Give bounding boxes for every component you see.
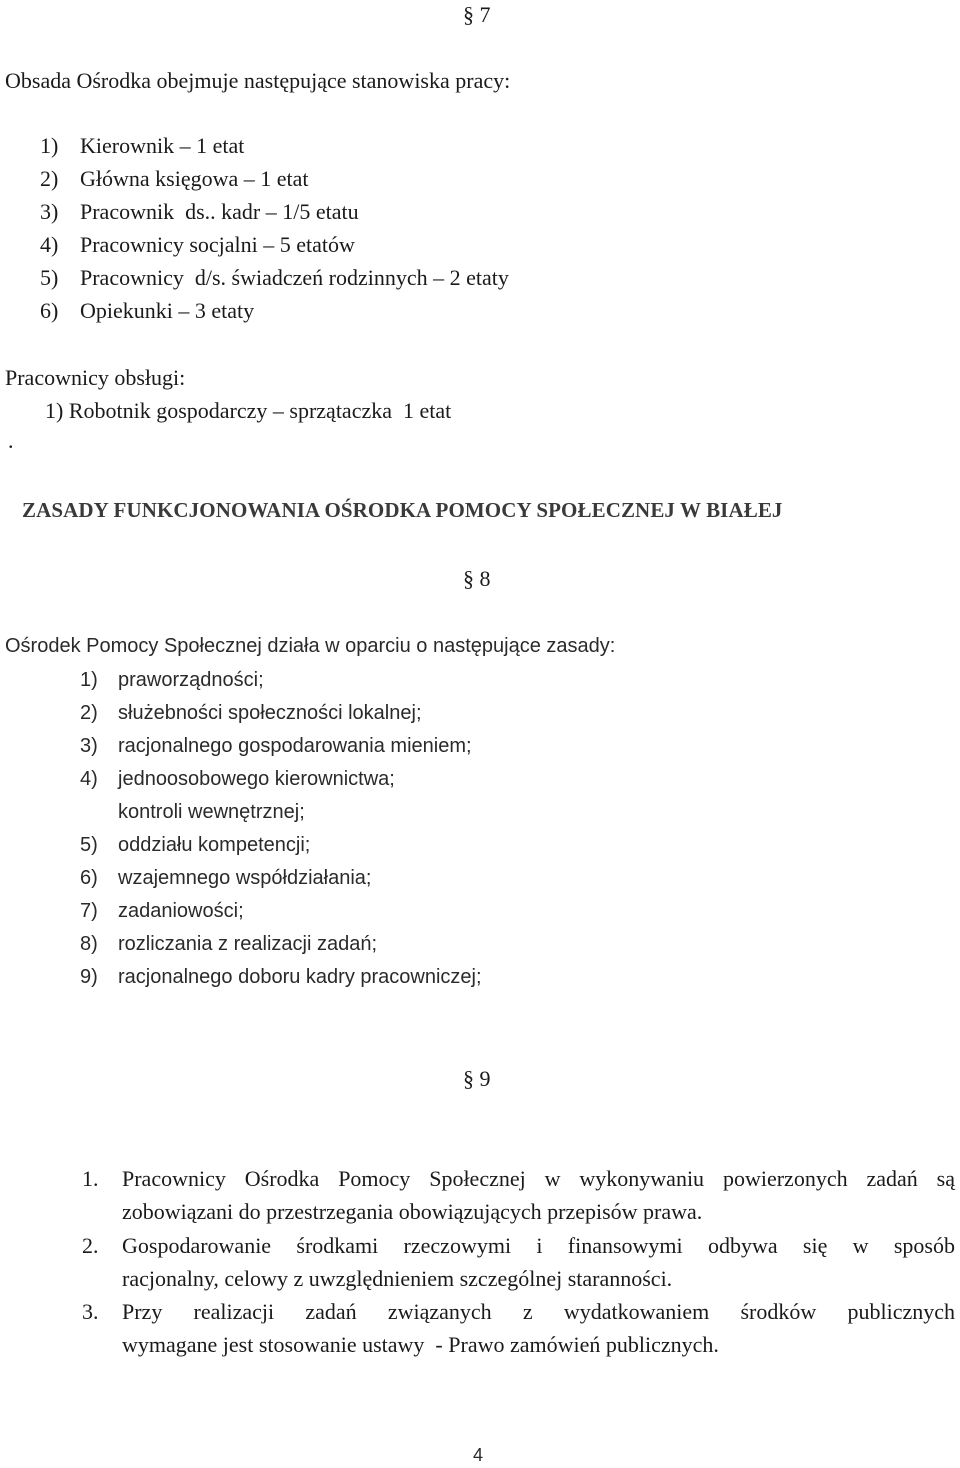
list-item-text: Pracownicy d/s. świadczeń rodzinnych – 2 etaty — [80, 265, 509, 290]
list-item-number: 6) — [80, 867, 98, 889]
list-item-text: Główna księgowa – 1 etat — [80, 166, 309, 191]
list-item — [80, 703, 422, 723]
paragraph-number: 3. — [82, 1299, 99, 1324]
list-item — [80, 802, 305, 822]
paragraph-line: wymagane jest stosowanie ustawy - Prawo zamówień publicznych. — [122, 1332, 719, 1357]
list-item — [80, 967, 482, 987]
paragraph-number: 1. — [82, 1166, 99, 1191]
section-8-intro: Ośrodek Pomocy Społecznej działa w oparciu o następujące zasady: — [5, 635, 616, 657]
paragraph-line: Przy realizacji zadań związanych z wydatkowaniem środków publicznych — [122, 1299, 955, 1324]
section-7-heading: § 7 — [463, 2, 491, 27]
section-7-intro: Obsada Ośrodka obejmuje następujące stanowiska pracy: — [5, 68, 511, 93]
list-item-number: 1) — [40, 133, 59, 158]
list-item — [80, 934, 377, 954]
list-item-text: praworządności; — [118, 669, 264, 691]
list-item — [40, 201, 359, 223]
list-item-number: 8) — [80, 933, 98, 955]
chapter-title: ZASADY FUNKCJONOWANIA OŚRODKA POMOCY SPOŁECZNEJ W BIAŁEJ — [22, 498, 783, 522]
list-item-text: racjonalnego doboru kadry pracowniczej; — [118, 966, 482, 988]
list-item — [40, 267, 509, 289]
list-item-text: rozliczania z realizacji zadań; — [118, 933, 378, 955]
list-item-text: Opiekunki – 3 etaty — [80, 298, 255, 323]
list-item-text: Pracownicy socjalni – 5 etatów — [80, 232, 355, 257]
service-staff-label: Pracownicy obsługi: — [5, 365, 186, 390]
list-item — [40, 234, 355, 256]
list-item-number: 2) — [40, 166, 59, 191]
section-9-heading: § 9 — [463, 1066, 491, 1091]
list-item — [80, 835, 310, 855]
list-item — [80, 769, 395, 789]
list-item-text: jednoosobowego kierownictwa; — [118, 768, 395, 790]
list-item-text: Kierownik – 1 etat — [80, 133, 245, 158]
list-item — [80, 736, 472, 756]
list-item-number: 7) — [80, 900, 98, 922]
paragraph-number: 2. — [82, 1233, 99, 1258]
list-item-text: służebności społeczności lokalnej; — [118, 702, 422, 724]
list-item-text: zadaniowości; — [118, 900, 244, 922]
list-item-number: 3) — [40, 199, 59, 224]
list-item-text: oddziału kompetencji; — [118, 834, 311, 856]
list-item-number: 5) — [80, 834, 98, 856]
paragraph-line: zobowiązani do przestrzegania obowiązujących przepisów prawa. — [122, 1199, 703, 1224]
list-item-text: kontroli wewnętrznej; — [118, 801, 305, 823]
list-item-text: Pracownik ds.. kadr – 1/5 etatu — [80, 199, 359, 224]
list-item-number: 3) — [80, 735, 98, 757]
list-item — [40, 168, 309, 190]
stray-dot: . — [8, 428, 14, 453]
list-item — [80, 868, 371, 888]
section-8-heading: § 8 — [463, 566, 491, 591]
list-item-number: 1) — [80, 669, 98, 691]
list-item-number: 9) — [80, 966, 98, 988]
list-item — [80, 670, 264, 690]
list-item-number: 6) — [40, 298, 59, 323]
list-item-text: racjonalnego gospodarowania mieniem; — [118, 735, 472, 757]
paragraph-line: racjonalny, celowy z uwzględnieniem szczególnej staranności. — [122, 1266, 673, 1291]
paragraph-line: Pracownicy Ośrodka Pomocy Społecznej w wykonywaniu powierzonych zadań są — [122, 1166, 955, 1191]
list-item — [40, 135, 244, 157]
paragraph-line: Gospodarowanie środkami rzeczowymi i finansowymi odbywa się w sposób — [122, 1233, 955, 1258]
list-item-number: 4) — [40, 232, 59, 257]
list-item — [80, 901, 244, 921]
list-item — [40, 300, 254, 322]
list-item-number: 5) — [40, 265, 59, 290]
service-staff-item: 1) Robotnik gospodarczy – sprzątaczka 1 etat — [45, 398, 452, 423]
list-item-number: 2) — [80, 702, 98, 724]
page-number: 4 — [473, 1445, 484, 1465]
list-item-number: 4) — [80, 768, 98, 790]
list-item-text: wzajemnego współdziałania; — [118, 867, 372, 889]
